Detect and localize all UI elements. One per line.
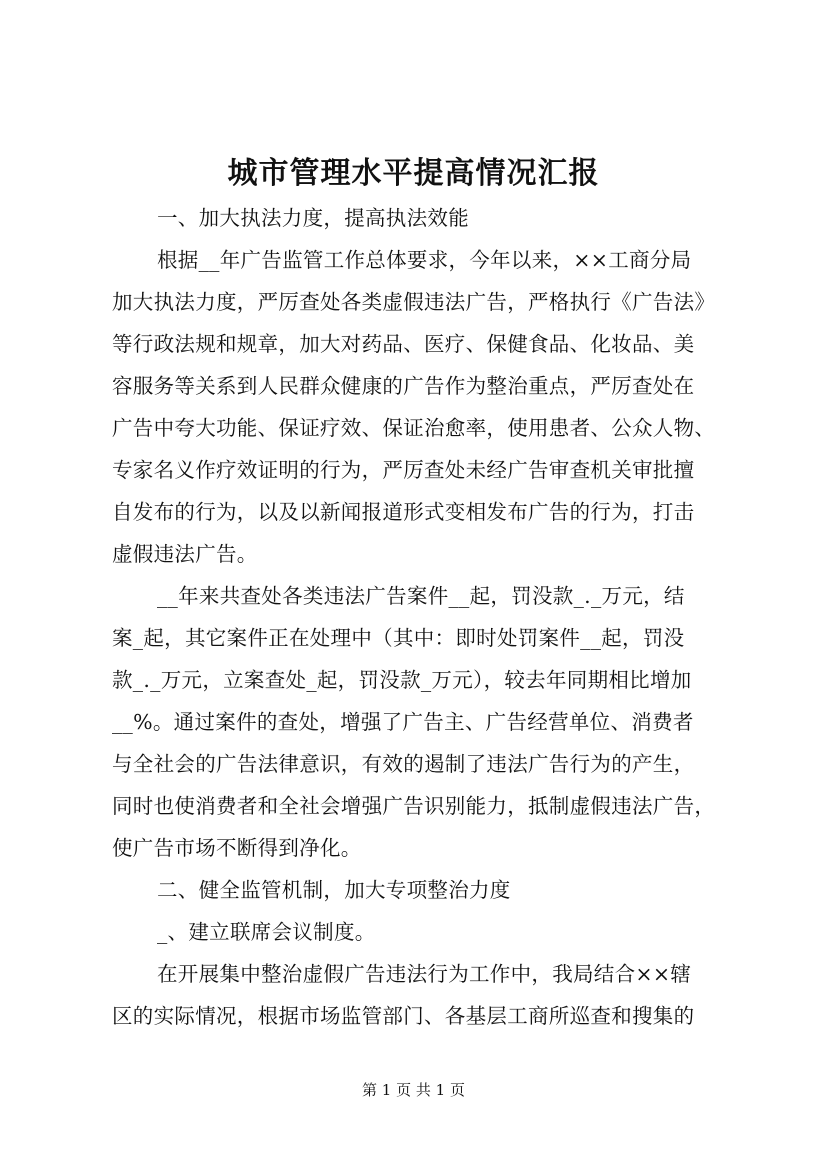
paragraph-line: 在开展集中整治虚假广告违法行为工作中，我局结合××辖 — [157, 962, 692, 986]
section-heading-1: 一、加大执法力度，提高执法效能 — [157, 206, 469, 230]
paragraph-line: __年来共查处各类违法广告案件__起，罚没款_._万元，结 — [157, 584, 685, 608]
paragraph-line: 同时也使消费者和全社会增强广告识别能力，抵制虚假违法广告， — [112, 794, 716, 818]
paragraph-line: 等行政法规和规章，加大对药品、医疗、保健食品、化妆品、美 — [112, 332, 695, 356]
subsection-heading: _、建立联席会议制度。 — [157, 920, 376, 944]
paragraph-line: 自发布的行为，以及以新闻报道形式变相发布广告的行为，打击 — [112, 500, 695, 524]
paragraph-line: 区的实际情况，根据市场监管部门、各基层工商所巡查和搜集的 — [112, 1004, 695, 1028]
paragraph-line: 虚假违法广告。 — [112, 542, 258, 566]
paragraph-line: 款_._万元，立案查处_起，罚没款_万元），较去年同期相比增加 — [112, 668, 692, 692]
page-footer: 第 1 页 共 1 页 — [362, 1081, 465, 1099]
document-title: 城市管理水平提高情况汇报 — [227, 156, 600, 191]
paragraph-line: 广告中夸大功能、保证疗效、保证治愈率，使用患者、公众人物、 — [112, 416, 716, 440]
paragraph-line: 加大执法力度，严厉查处各类虚假违法广告，严格执行《广告法》 — [112, 290, 716, 314]
paragraph-line: 根据__年广告监管工作总体要求，今年以来，××工商分局 — [157, 248, 692, 272]
paragraph-line: 案_起，其它案件正在处理中（其中：即时处罚案件__起，罚没 — [112, 626, 685, 650]
paragraph-line: 与全社会的广告法律意识，有效的遏制了违法广告行为的产生， — [112, 752, 695, 776]
paragraph-line: 专家名义作疗效证明的行为，严厉查处未经广告审查机关审批擅 — [112, 458, 695, 482]
paragraph-line: 使广告市场不断得到净化。 — [112, 836, 362, 860]
paragraph-line: 容服务等关系到人民群众健康的广告作为整治重点，严厉查处在 — [112, 374, 695, 398]
paragraph-line: __%。通过案件的查处，增强了广告主、广告经营单位、消费者 — [112, 710, 694, 734]
section-heading-2: 二、健全监管机制，加大专项整治力度 — [157, 878, 511, 902]
